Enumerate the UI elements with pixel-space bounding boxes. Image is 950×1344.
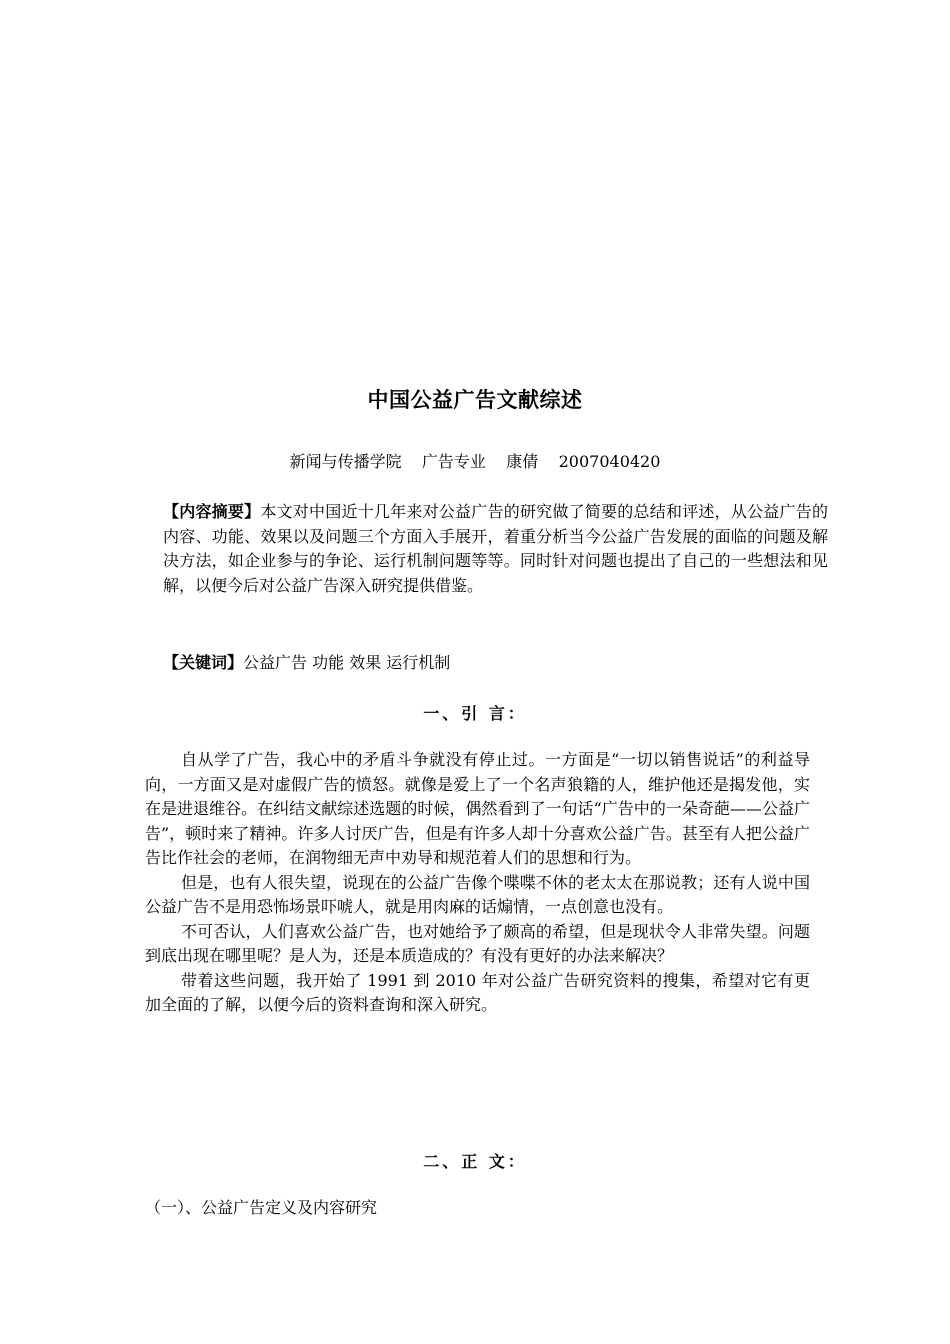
author-line: 新闻与传播学院 广告专业 康倩 2007040420 xyxy=(289,452,661,471)
keywords xyxy=(145,651,828,676)
section-heading-introduction: 一、引 言： xyxy=(423,704,527,723)
paragraph: 自从学了广告，我心中的矛盾斗争就没有停止过。一方面是“一切以销售说话”的利益导向，一方面又是对虚假广告的愤怒。就像是爱上了一个名声狼籍的人，维护他还是揭发他，实在是进退维谷。在纠结文献综述选题的时候，偶然看到了一句话“广告中的一朵奇葩——公益广告”，顿时来了精神。许多人讨厌广告，但是有许多人却十分喜欢公益广告。甚至有人把公益广告比作社会的老师，在润物细无声中劝导和规范着人们的思想和行为。 xyxy=(145,750,810,867)
document-title: 中国公益广告文献综述 xyxy=(367,388,583,412)
keywords-text: 公益广告 功能 效果 运行机制 xyxy=(243,653,451,672)
section-heading-main-body: 二、正 文： xyxy=(423,1152,527,1171)
abstract-text: 本文对中国近十几年来对公益广告的研究做了简要的总结和评述，从公益广告的内容、功能、效果以及问题三个方面入手展开，着重分析当今公益广告发展的面临的问题及解决方法，如企业参与的争论、运行机制问题等等。同时针对问题也提出了自己的一些想法和见解，以便今后对公益广告深入研究提供借鉴。 xyxy=(163,502,828,595)
abstract xyxy=(145,500,828,598)
subsection-heading: （一）、公益广告定义及内容研究 xyxy=(145,1198,378,1217)
paragraph: 但是，也有人很失望，说现在的公益广告像个喋喋不休的老太太在那说教；还有人说中国公益广告不是用恐怖场景吓唬人，就是用肉麻的话煽情，一点创意也没有。 xyxy=(145,872,810,916)
keywords-label: 【关键词】 xyxy=(163,653,244,672)
abstract-label: 【内容摘要】 xyxy=(163,502,261,521)
paragraph: 不可否认，人们喜欢公益广告，也对她给予了颇高的希望，但是现状令人非常失望。问题到底出现在哪里呢？是人为，还是本质造成的？有没有更好的办法来解决？ xyxy=(145,921,810,965)
paragraph: 带着这些问题，我开始了 1991 到 2010 年对公益广告研究资料的搜集，希望对它有更加全面的了解，以便今后的资料查询和深入研究。 xyxy=(145,970,810,1014)
introduction-body xyxy=(145,748,810,1018)
